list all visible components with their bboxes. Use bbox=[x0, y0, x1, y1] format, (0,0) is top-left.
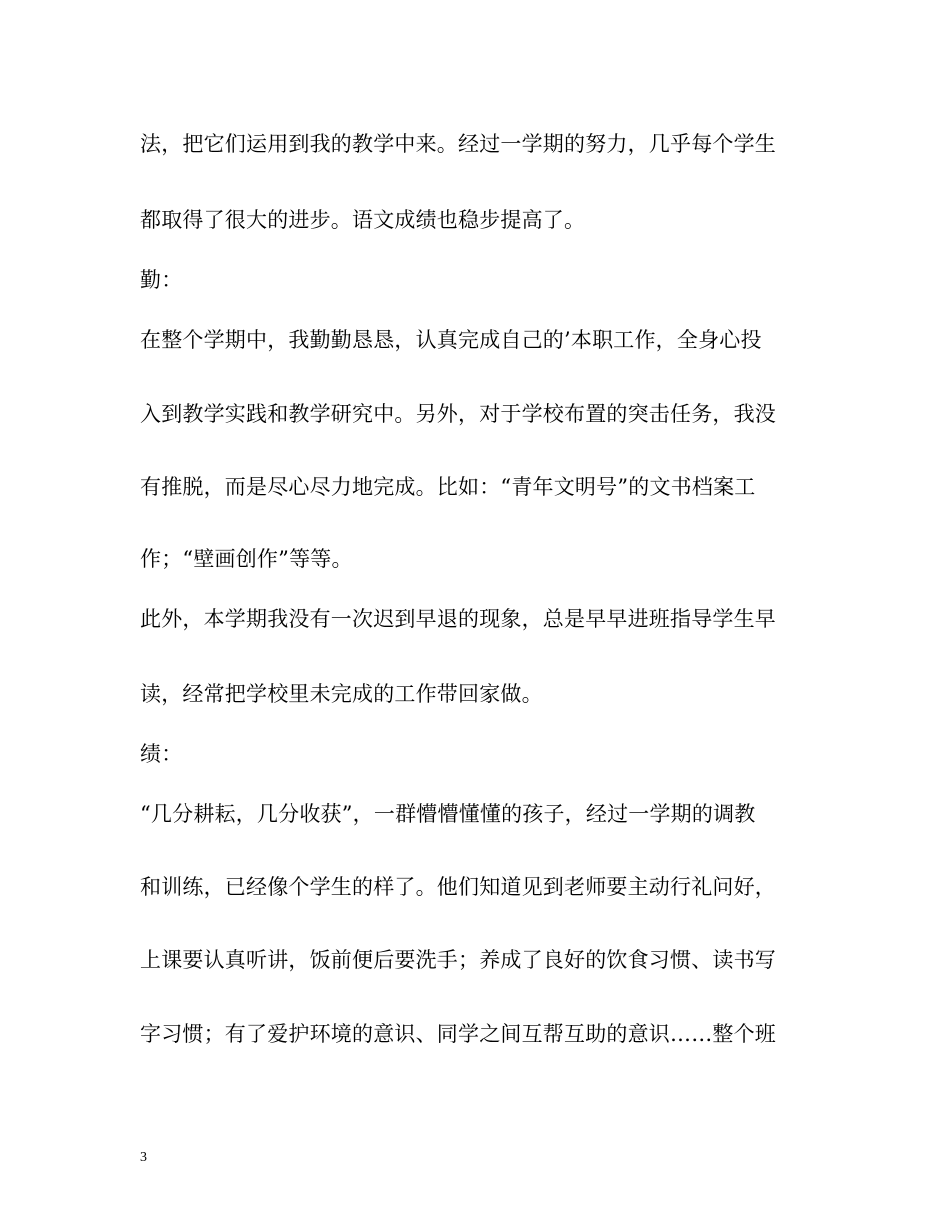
paragraph-line: “几分耕耘，几分收获”，一群懵懵懂懂的孩子，经过一学期的调教 bbox=[140, 802, 756, 826]
paragraph-line: 作；“壁画创作”等等。 bbox=[140, 547, 353, 571]
paragraph-line: 在整个学期中，我勤勤恳恳，认真完成自己的’本职工作，全身心投 bbox=[140, 328, 762, 352]
paragraph-line: 都取得了很大的进步。语文成绩也稳步提高了。 bbox=[140, 208, 586, 232]
paragraph-line: 和训练，已经像个学生的样了。他们知道见到老师要主动行礼问好， bbox=[140, 875, 776, 899]
paragraph-line: 入到教学实践和教学研究中。另外，对于学校布置的突击任务，我没 bbox=[140, 402, 776, 426]
paragraph-line: 有推脱，而是尽心尽力地完成。比如：“青年文明号”的文书档案工 bbox=[140, 475, 756, 499]
section-heading: 绩： bbox=[140, 742, 183, 766]
section-heading: 勤： bbox=[140, 268, 183, 292]
paragraph-line: 上课要认真听讲，饭前便后要洗手；养成了良好的饮食习惯、读书写 bbox=[140, 948, 776, 972]
paragraph-line: 此外，本学期我没有一次迟到早退的现象，总是早早进班指导学生早 bbox=[140, 607, 776, 631]
page-number: 3 bbox=[140, 1150, 147, 1165]
paragraph-line: 字习惯；有了爱护环境的意识、同学之间互帮互助的意识……整个班 bbox=[140, 1022, 776, 1046]
paragraph-line: 读，经常把学校里未完成的工作带回家做。 bbox=[140, 682, 543, 706]
paragraph-line: 法，把它们运用到我的教学中来。经过一学期的努力，几乎每个学生 bbox=[140, 132, 776, 156]
